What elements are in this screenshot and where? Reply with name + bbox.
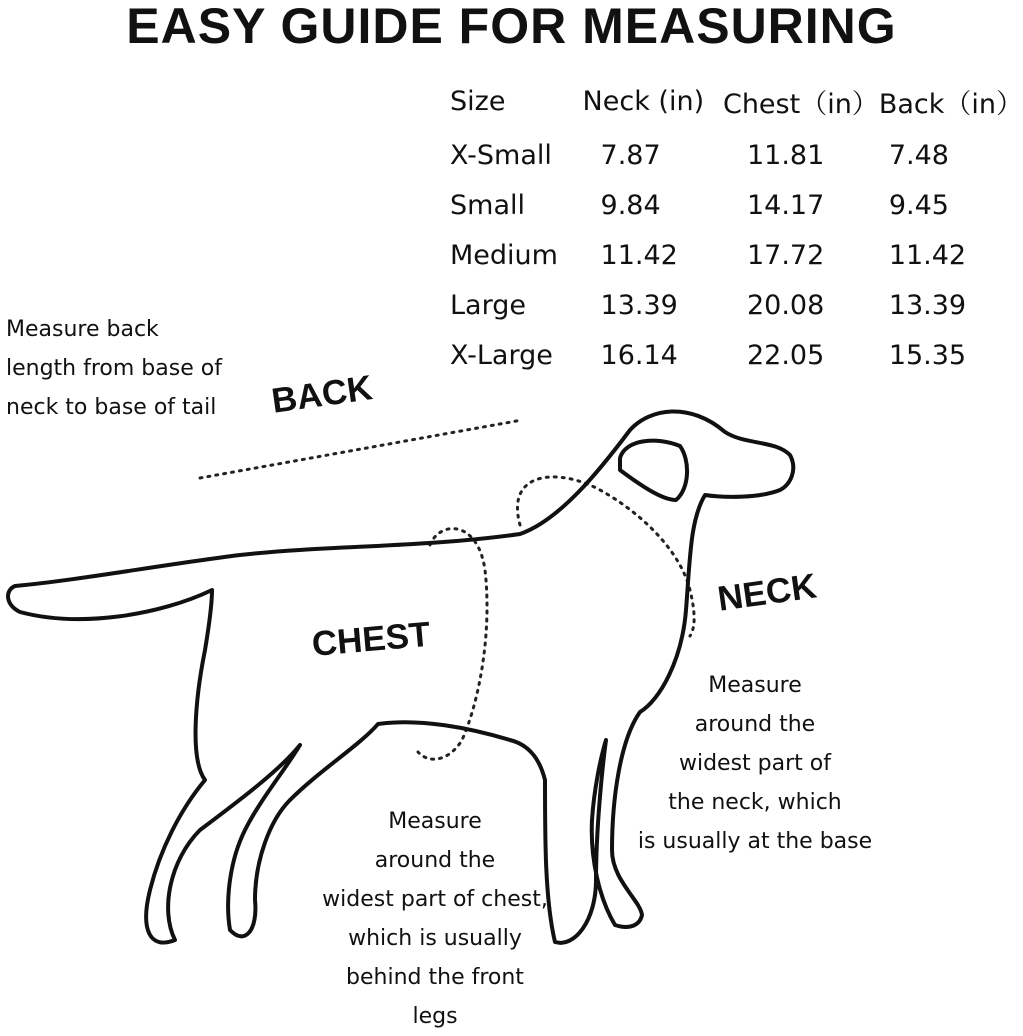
cell-back: 11.42 — [888, 239, 967, 271]
neck-measure-note — [620, 666, 890, 861]
cell-chest: 14.17 — [746, 189, 825, 221]
cell-size: Small — [450, 189, 525, 221]
note-line: Measure — [388, 809, 482, 834]
note-line: legs — [412, 1004, 458, 1029]
back-label: BACK — [269, 368, 375, 421]
cell-back: 13.39 — [888, 289, 967, 321]
note-line: around the — [694, 712, 816, 737]
cell-chest: 22.05 — [746, 339, 825, 371]
note-line: the neck, which — [668, 790, 842, 815]
cell-neck: 16.14 — [600, 339, 678, 371]
cell-size: Medium — [450, 239, 558, 271]
cell-back: 7.48 — [888, 139, 949, 171]
cell-size: X-Large — [450, 339, 553, 371]
note-line: Measure — [708, 673, 802, 698]
back-measure-dotted-line — [200, 420, 522, 478]
note-line: widest part of chest, — [322, 887, 548, 912]
cell-neck: 13.39 — [600, 289, 678, 321]
cell-chest: 17.72 — [746, 239, 825, 271]
cell-size: Large — [450, 289, 526, 321]
note-line: length from base of — [6, 356, 222, 381]
cell-size: X-Small — [450, 139, 552, 171]
neck-measure-dotted-loop — [517, 477, 694, 636]
cell-back: 15.35 — [888, 339, 967, 371]
back-measure-note — [6, 310, 222, 427]
neck-label: NECK — [715, 566, 819, 619]
header-size: Size — [450, 85, 506, 117]
note-line: behind the front — [346, 965, 524, 990]
cell-back: 9.45 — [888, 189, 949, 221]
cell-chest: 20.08 — [746, 289, 825, 321]
chest-label: CHEST — [310, 614, 432, 664]
cell-neck: 7.87 — [600, 139, 661, 171]
dog-ear — [620, 441, 687, 500]
note-line: Measure back — [6, 317, 159, 342]
page-title: EASY GUIDE FOR MEASURING — [126, 0, 897, 54]
note-line: neck to base of tail — [6, 395, 217, 420]
header-chest: Chest（in） — [722, 88, 879, 120]
cell-neck: 9.84 — [600, 189, 661, 221]
chest-measure-note — [300, 802, 570, 1036]
note-line: around the — [374, 848, 496, 873]
header-back: Back（in） — [878, 88, 1023, 120]
cell-chest: 11.81 — [746, 139, 825, 171]
note-line: which is usually — [348, 926, 522, 951]
note-line: widest part of — [678, 751, 831, 776]
note-line: is usually at the base — [637, 829, 873, 854]
cell-neck: 11.42 — [600, 239, 678, 271]
header-neck: Neck (in) — [582, 85, 705, 117]
